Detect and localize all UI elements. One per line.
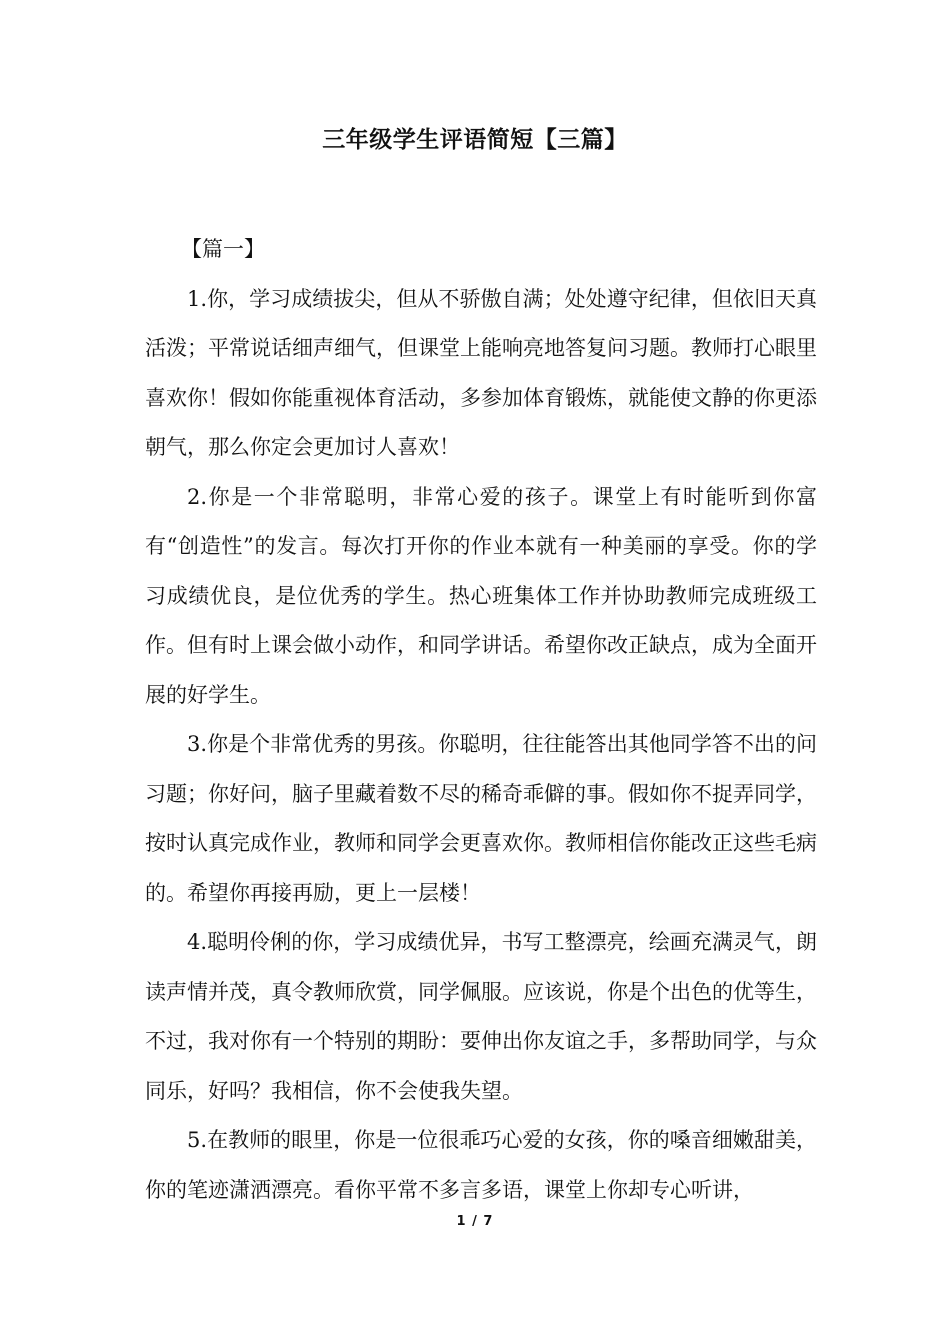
paragraph-4: 4.聪明伶俐的你，学习成绩优异，书写工整漂亮，绘画充满灵气，朗读声情并茂，真令教师欣赏，同学佩服。应该说，你是个出色的优等生，不过，我对你有一个特别的期盼：要伸出你友谊之手，多帮助同学，与众同乐，好吗？我相信，你不会使我失望。 <box>145 930 817 1103</box>
paragraph-5: 5.在教师的眼里，你是一位很乖巧心爱的女孩，你的嗓音细嫩甜美，你的笔迹潇洒漂亮。看你平常不多言多语，课堂上你却专心听讲， <box>145 1128 817 1202</box>
paragraph-3: 3.你是个非常优秀的男孩。你聪明，往往能答出其他同学答不出的问习题；你好问，脑子里藏着数不尽的稀奇乖僻的事。假如你不捉弄同学，按时认真完成作业，教师和同学会更喜欢你。教师相信你能改正这些毛病的。希望你再接再励，更上一层楼！ <box>145 732 817 905</box>
page-indicator: 1 / 7 <box>456 1214 494 1229</box>
paragraph-1: 1.你，学习成绩拔尖，但从不骄傲自满；处处遵守纪律，但依旧天真活泼；平常说话细声细气，但课堂上能响亮地答复问习题。教师打心眼里喜欢你！假如你能重视体育活动，多参加体育锻炼，就能使文静的你更添朝气，那么你定会更加讨人喜欢！ <box>145 286 817 459</box>
paragraph-2: 2.你是一个非常聪明，非常心爱的孩子。课堂上有时能听到你富有“创造性”的发言。每次打开你的作业本就有一种美丽的享受。你的学习成绩优良，是位优秀的学生。热心班集体工作并协助教师完成班级工作。但有时上课会做小动作，和同学讲话。希望你改正缺点，成为全面开展的好学生。 <box>145 484 817 707</box>
section-heading: 【篇一】 <box>181 237 265 261</box>
document-body <box>145 225 817 1215</box>
document-title: 三年级学生评语简短【三篇】 <box>322 127 628 153</box>
